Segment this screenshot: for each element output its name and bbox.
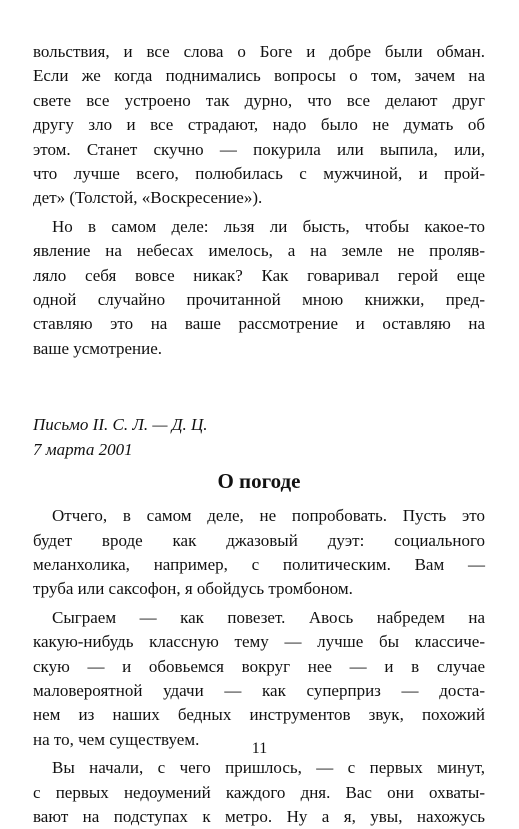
text-line: меланхолика, например, с политическим. Вам — [33,554,485,574]
text-line: ваше усмотрение. [33,338,162,358]
text-line: ляло себя вовсе никак? Как говаривал герой еще [33,265,485,285]
text-line: на то, чем существуем. [33,729,200,749]
chapter-title: О погоде [217,469,301,494]
text-line: что лучше всего, полюбилась с мужчиной, и прой- [33,164,485,184]
letter-header [33,413,485,462]
letter-sender: Письмо II. С. Л. — Д. Ц. [33,415,208,435]
text-line: свете все устроено так дурно, что все делают друг [33,90,485,110]
text-line: вольствия, и все слова о Боге и добре были обман. [33,42,485,61]
page-number: 11 [251,740,268,757]
text-line: Отчего, в самом деле, не попробовать. Пусть это [52,506,485,526]
text-line: явление на небесах имелось, а на земле не проляв- [33,241,485,261]
paragraph-1 [33,40,485,211]
text-line: нем из наших бедных инструментов звук, похожий [33,705,485,725]
text-line: труба или саксофон, я обойдусь тромбоном. [33,579,353,599]
text-line: ставляю это на ваше рассмотрение и оставляю на [33,314,485,334]
text-line: маловероятной удачи — как суперприз — достa- [33,680,485,700]
paragraph-3 [33,504,485,602]
text-line: этом. Станет скучно — покурила или выпила, или, [33,139,485,159]
text-line: будет вроде как джазовый дуэт: социального [33,530,485,550]
text-line: Вы начали, с чего пришлось, — с первых минут, [52,758,485,778]
text-line: одной случайно прочитанной мною книжки, пред- [33,290,485,310]
text-line: дет» (Толстой, «Воскресение»). [33,188,263,208]
text-line: какую-нибудь классную тему — лучше бы классиче- [33,632,485,652]
text-line: другу зло и все страдают, надо было не думать об [33,115,485,135]
paragraph-4 [33,606,485,752]
paragraph-5 [33,756,485,829]
paragraph-2 [33,215,485,361]
text-line: вают на подступах к метро. Ну а я, увы, нахожусь [33,806,485,826]
text-line: Но в самом деле: льзя ли бысть, чтобы какое-то [52,216,485,236]
book-page [33,40,485,829]
text-line: Сыграем — как повезет. Авось набредем на [52,607,485,627]
text-line: скую — и обовьемся вокруг нее — и в случае [33,656,485,676]
text-line: с первых недоумений каждого дня. Вас они охваты- [33,782,485,802]
letter-date: 7 марта 2001 [33,439,133,459]
text-line: Если же когда поднимались вопросы о том, зачем на [33,66,485,86]
